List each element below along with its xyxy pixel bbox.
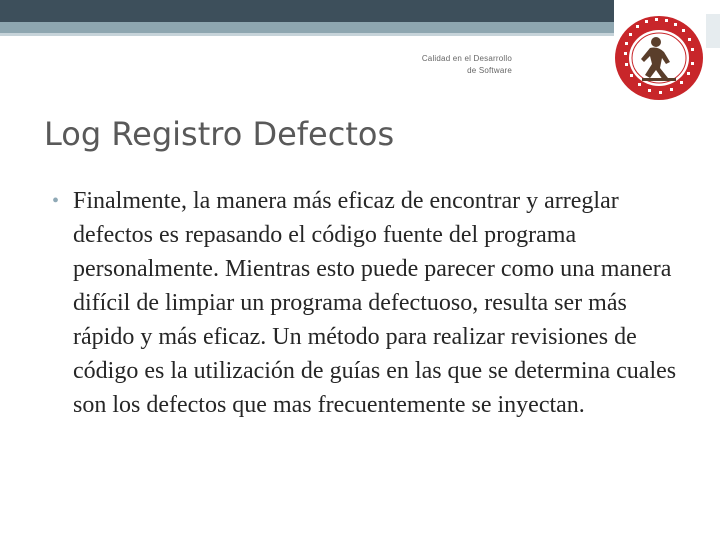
bullet-list — [52, 184, 682, 422]
list-item — [52, 184, 682, 422]
slide-title: Log Registro Defectos — [44, 115, 395, 153]
top-bar-dark — [0, 0, 614, 22]
header-note — [392, 53, 512, 77]
bullet-marker: • — [52, 190, 60, 212]
header-note-line-2: de Software — [467, 66, 512, 75]
header-note-line-1: Calidad en el Desarrollo — [421, 54, 512, 63]
university-seal-icon — [612, 12, 706, 104]
corner-decoration — [706, 14, 720, 48]
top-bar-accent — [0, 33, 614, 36]
bullet-text: Finalmente, la manera más eficaz de encontrar y arreglar defectos es repasando el código fuente del programa personalmente. Mientras esto puede parecer como una manera difícil de limpiar un programa defectuoso, resulta ser más rápido y más eficaz. Un método para realizar revisiones de código es la utilización de guías en las que se determina cuales son los defectos que mas frecuentemente se inyectan. — [73, 188, 677, 418]
top-bar-light — [0, 22, 614, 33]
